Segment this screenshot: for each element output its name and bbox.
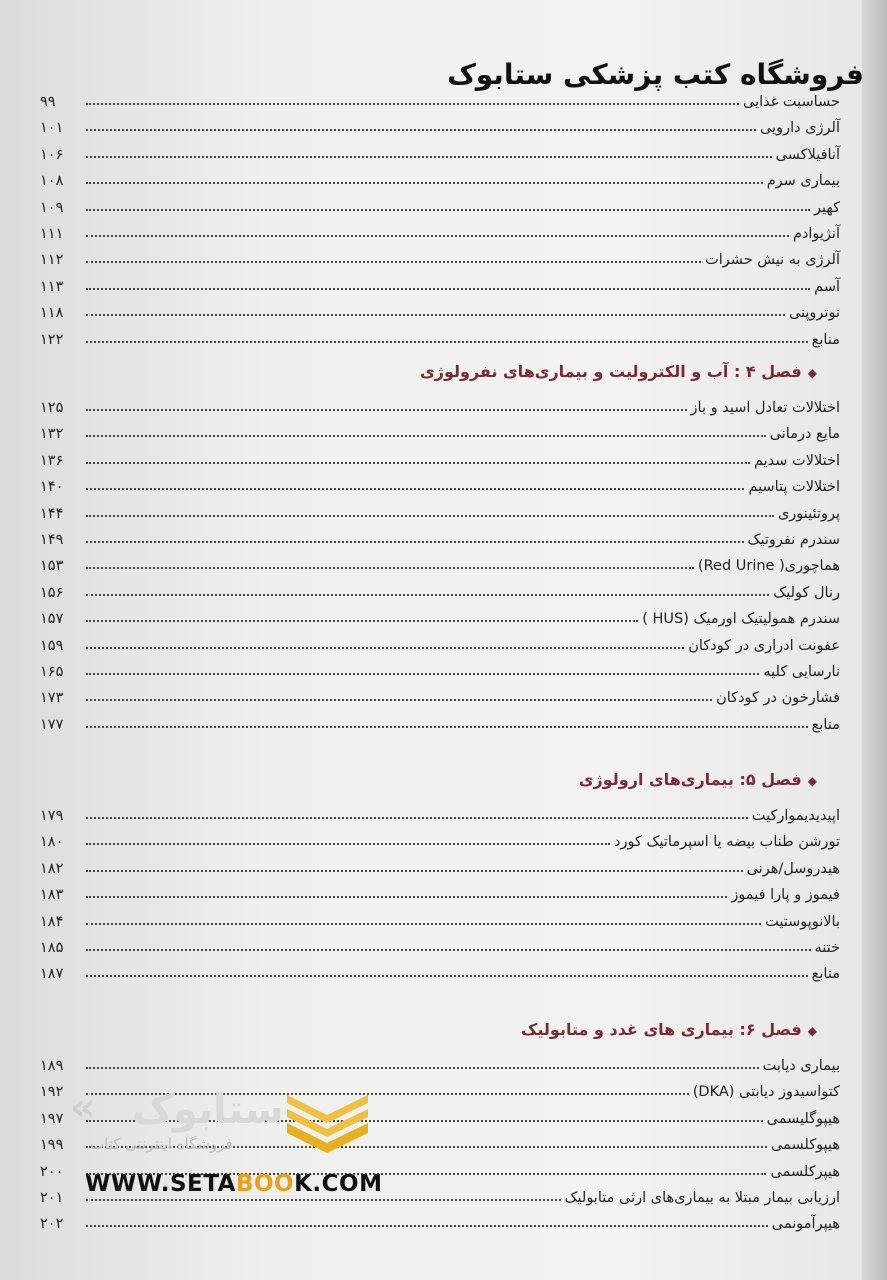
- entry-page-number: ۱۸۳: [40, 887, 64, 904]
- entry-title: آنافیلاکسی: [775, 146, 840, 163]
- toc-entry: [40, 84, 840, 110]
- dot-leader: [86, 817, 748, 819]
- chapter-heading: [579, 770, 817, 789]
- entry-page-number: ۱۸۷: [40, 966, 64, 983]
- dot-leader: [86, 567, 694, 569]
- entry-page-number: ۱۱۸: [40, 305, 64, 322]
- chapter-heading: [521, 1020, 817, 1039]
- dot-leader: [86, 949, 811, 951]
- diamond-icon: ◆: [807, 1024, 817, 1038]
- entry-title: هماچوری( Red Urine): [697, 558, 840, 575]
- toc-entry: [40, 190, 840, 216]
- entry-page-number: ۱۰۹: [40, 199, 64, 216]
- entry-title: بیماری دیابت: [762, 1058, 840, 1074]
- toc-entry: [40, 110, 840, 136]
- entry-title: آلرژی دارویی: [759, 120, 840, 137]
- book-spine: [862, 0, 887, 1280]
- entry-title: اختلالات تعادل اسید و باز: [690, 400, 840, 416]
- dot-leader: [86, 673, 759, 675]
- entry-title: هیپرآمونمی: [771, 1216, 840, 1233]
- entry-page-number: ۱۷۷: [40, 716, 64, 733]
- entry-page-number: ۱۴۴: [40, 505, 64, 522]
- dot-leader: [86, 541, 744, 543]
- diamond-icon: ◆: [807, 366, 817, 380]
- entry-title: منابع: [811, 331, 840, 348]
- entry-title: فشارخون در کودکان: [716, 690, 840, 707]
- toc-entry: [40, 137, 840, 163]
- dot-leader: [86, 594, 769, 596]
- dot-leader: [86, 261, 701, 263]
- chapter-heading: [420, 362, 817, 381]
- toc-entry: [40, 956, 840, 982]
- entry-title: نوتروپنی: [788, 305, 840, 322]
- entry-page-number: ۱۲۵: [40, 400, 64, 416]
- toc-entry: [40, 575, 840, 601]
- entry-page-number: ۲۰۲: [40, 1216, 64, 1233]
- entry-page-number: ۱۸۲: [40, 860, 64, 877]
- dot-leader: [86, 409, 687, 411]
- entry-page-number: ۱۸۵: [40, 940, 64, 956]
- watermark-subtitle: فروشگاه اینترنتی کتاب: [90, 1135, 233, 1153]
- entry-title: کهیر: [814, 199, 840, 216]
- toc-entry: [40, 322, 840, 348]
- entry-page-number: ۱۲۲: [40, 331, 64, 348]
- entry-page-number: ۱۳۶: [40, 452, 64, 469]
- entry-title: اختلالات پتاسیم: [748, 479, 840, 496]
- toc-entry: [40, 904, 840, 930]
- toc-entry: [40, 548, 840, 574]
- dot-leader: [86, 182, 763, 184]
- entry-page-number: ۱۸۹: [40, 1058, 64, 1074]
- entry-title: عفونت ادراری در کودکان: [688, 637, 840, 654]
- dot-leader: [86, 103, 739, 105]
- entry-title: سندرم نفروتیک: [747, 532, 840, 548]
- entry-page-number: ۱۰۸: [40, 173, 64, 190]
- entry-title: منابع: [811, 966, 840, 983]
- entry-title: نارسایی کلیه: [763, 664, 840, 680]
- toc-entry: [40, 654, 840, 680]
- toc-entry: [40, 601, 840, 627]
- dot-leader: [86, 923, 761, 925]
- entry-page-number: ۱۰۶: [40, 146, 64, 163]
- dot-leader: [86, 435, 766, 437]
- toc-entry: [40, 416, 840, 442]
- entry-title: هیپرکلسمی: [770, 1163, 840, 1180]
- toc-entry: [40, 824, 840, 850]
- entry-title: آسم: [814, 278, 840, 295]
- toc-entry: [40, 877, 840, 903]
- entry-page-number: ۱۵۶: [40, 584, 64, 601]
- entry-page-number: ۱۹۹: [40, 1137, 64, 1154]
- entry-page-number: ۱۵۹: [40, 637, 64, 654]
- toc-entry: [40, 295, 840, 321]
- chapter-title: فصل ۶: بیماری های غدد و متابولیک: [521, 1020, 802, 1039]
- entry-title: تورشن طناب بیضه یا اسپرماتیک کورد: [614, 834, 840, 851]
- toc-entry: [40, 522, 840, 548]
- arrows-icon: ‹‹: [70, 1085, 90, 1129]
- toc-entry: [40, 1048, 840, 1074]
- entry-page-number: ۱۵۷: [40, 611, 64, 628]
- entry-page-number: ۲۰۰: [40, 1163, 64, 1180]
- entry-page-number: ۲۰۱: [40, 1190, 64, 1206]
- toc-entry: [40, 216, 840, 242]
- toc-entry: [40, 390, 840, 416]
- dot-leader: [86, 647, 684, 649]
- dot-leader: [86, 515, 774, 517]
- toc-entry: [40, 269, 840, 295]
- dot-leader: [86, 699, 712, 701]
- entry-page-number: ۱۴۰: [40, 479, 64, 496]
- dot-leader: [86, 726, 808, 728]
- toc-entry: [40, 1206, 840, 1232]
- toc-entry: [40, 628, 840, 654]
- entry-page-number: ۱۸۰: [40, 834, 64, 851]
- entry-title: بیماری سرم: [766, 173, 840, 190]
- dot-leader: [86, 1067, 759, 1069]
- entry-title: حساسیت غذایی: [742, 94, 840, 110]
- dot-leader: [86, 156, 772, 158]
- toc-entry: [40, 469, 840, 495]
- dot-leader: [86, 314, 785, 316]
- entry-title: آلرژی به نیش حشرات: [705, 252, 840, 269]
- entry-title: اپیدیدیموارکیت: [751, 808, 840, 824]
- watermark-brand: ستابوک: [132, 1087, 284, 1133]
- entry-page-number: ۱۷۳: [40, 690, 64, 707]
- dot-leader: [86, 1225, 768, 1227]
- dot-leader: [86, 209, 810, 211]
- book-box-icon: [285, 1085, 370, 1155]
- entry-title: پروتئینوری: [777, 505, 840, 522]
- entry-title: سندرم همولیتیک اورمیک (HUS ): [642, 611, 840, 628]
- entry-title: ارزیابی بیمار مبتلا به بیماری‌های ارثی متابولیک: [564, 1190, 840, 1206]
- entry-page-number: ۱۵۳: [40, 558, 64, 575]
- toc-entry: [40, 707, 840, 733]
- chapter-title: فصل ۵: بیماری‌های ارولوژی: [578, 770, 802, 789]
- dot-leader: [86, 843, 610, 845]
- entry-title: هیدروسل/هرنی: [746, 860, 840, 877]
- entry-title: اختلالات سدیم: [754, 452, 840, 469]
- store-title: فروشگاه کتب پزشکی ستابوک: [447, 58, 864, 91]
- entry-page-number: ۱۰۱: [40, 120, 64, 137]
- entry-page-number: ۱۸۴: [40, 913, 64, 930]
- toc-entry: [40, 242, 840, 268]
- entry-title: ختنه: [814, 940, 840, 956]
- dot-leader: [86, 129, 756, 131]
- toc-entry: [40, 680, 840, 706]
- toc-entry: [40, 798, 840, 824]
- entry-page-number: ۹۹: [40, 94, 56, 110]
- toc-entry: [40, 930, 840, 956]
- dot-leader: [86, 462, 750, 464]
- toc-entry: [40, 496, 840, 522]
- dot-leader: [86, 488, 744, 490]
- entry-page-number: ۱۱۱: [40, 226, 64, 242]
- diamond-icon: ◆: [807, 774, 817, 788]
- entry-page-number: ۱۹۲: [40, 1084, 64, 1101]
- entry-title: هیپوگلیسمی: [766, 1110, 840, 1127]
- entry-page-number: ۱۴۹: [40, 532, 64, 548]
- entry-title: بالانوپوستیت: [765, 913, 840, 930]
- chapter-title: فصل ۴ : آب و الکترولیت و بیماری‌های نفرولوژی: [420, 362, 802, 381]
- website-url: WWW.SETABOOK.COM: [85, 1171, 383, 1197]
- entry-page-number: ۱۳۲: [40, 426, 64, 443]
- entry-title: منابع: [811, 716, 840, 733]
- entry-title: کتواسیدوز دیابتی (DKA): [692, 1084, 840, 1101]
- entry-page-number: ۱۷۹: [40, 808, 64, 824]
- dot-leader: [86, 870, 743, 872]
- dot-leader: [86, 341, 808, 343]
- toc-entry: [40, 163, 840, 189]
- entry-title: هیپوکلسمی: [771, 1137, 840, 1154]
- dot-leader: [86, 235, 789, 237]
- dot-leader: [86, 620, 638, 622]
- entry-page-number: ۱۱۲: [40, 252, 64, 269]
- toc-entry: [40, 851, 840, 877]
- entry-title: آنژیوادم: [792, 226, 840, 242]
- entry-page-number: ۱۱۳: [40, 278, 64, 295]
- dot-leader: [86, 975, 808, 977]
- entry-title: فیموز و پارا فیموز: [731, 887, 840, 904]
- dot-leader: [86, 288, 810, 290]
- entry-title: مایع درمانی: [769, 426, 840, 443]
- dot-leader: [86, 896, 727, 898]
- entry-page-number: ۱۶۵: [40, 664, 64, 680]
- entry-title: رنال کولیک: [773, 584, 840, 601]
- entry-page-number: ۱۹۷: [40, 1110, 64, 1127]
- toc-entry: [40, 443, 840, 469]
